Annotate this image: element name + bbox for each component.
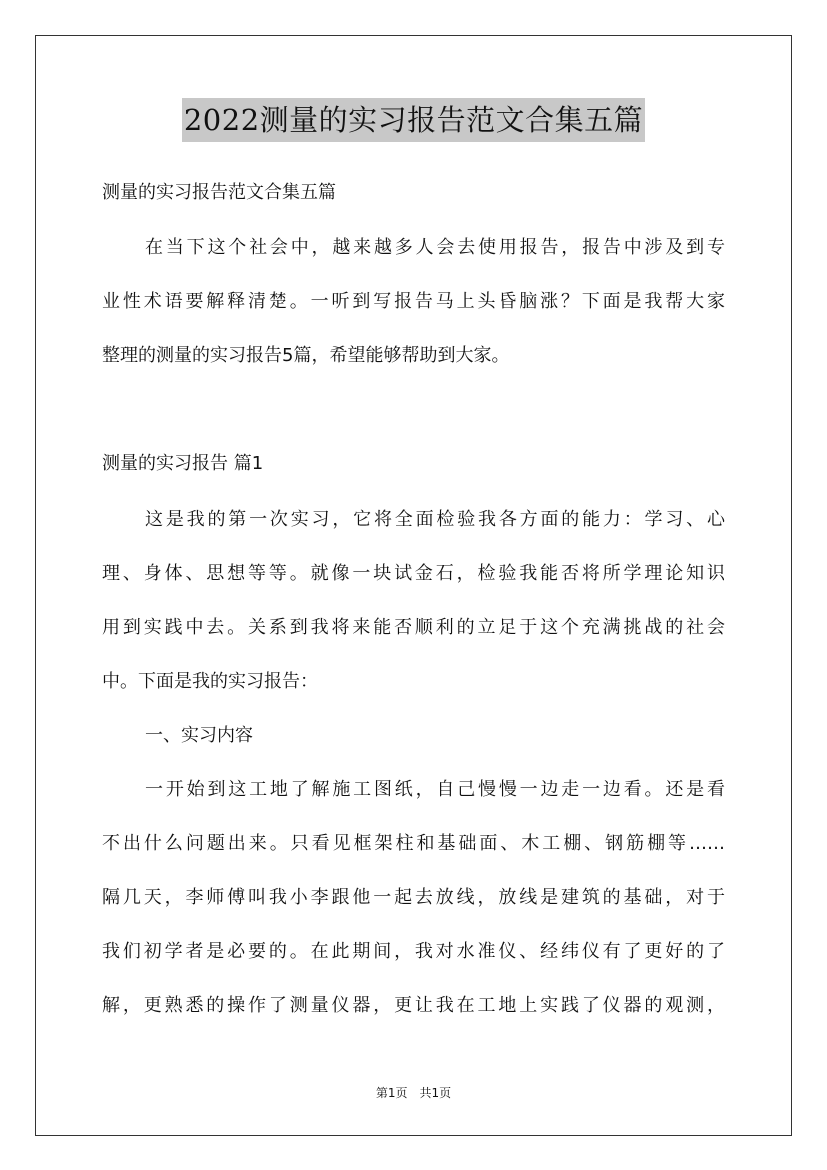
para2-line-3: 隔几天，李师傅叫我小李跟他一起去放线，放线是建筑的基础，对于	[102, 887, 725, 908]
para1-line-4: 中。下面是我的实习报告：	[102, 671, 318, 692]
item-heading: 一、实习内容	[145, 725, 253, 746]
para2-line-1: 一开始到这工地了解施工图纸，自己慢慢一边走一边看。还是看	[145, 779, 725, 800]
para1-line-1: 这是我的第一次实习，它将全面检验我各方面的能力：学习、心	[145, 509, 725, 530]
para1-line-2: 理、身体、思想等等。就像一块试金石，检验我能否将所学理论知识	[102, 563, 725, 584]
page-footer: 第1页 共1页	[375, 1086, 452, 1100]
title-container	[0, 98, 827, 142]
document-title: 2022测量的实习报告范文合集五篇	[182, 98, 645, 142]
para2-line-4: 我们初学者是必要的。在此期间，我对水准仪、经纬仪有了更好的了	[102, 941, 725, 962]
para2-line-5: 解，更熟悉的操作了测量仪器，更让我在工地上实践了仪器的观测，	[102, 995, 725, 1016]
intro-line-3: 整理的测量的实习报告5篇，希望能够帮助到大家。	[102, 345, 510, 366]
intro-line-1: 在当下这个社会中，越来越多人会去使用报告，报告中涉及到专	[145, 237, 725, 258]
para1-line-3: 用到实践中去。关系到我将来能否顺利的立足于这个充满挑战的社会	[102, 617, 725, 638]
section-heading: 测量的实习报告 篇1	[102, 453, 264, 474]
para2-line-2: 不出什么问题出来。只看见框架柱和基础面、木工棚、钢筋棚等……	[102, 833, 725, 854]
intro-line-2: 业性术语要解释清楚。一听到写报告马上头昏脑涨？下面是我帮大家	[102, 291, 725, 312]
document-subtitle: 测量的实习报告范文合集五篇	[102, 182, 336, 203]
